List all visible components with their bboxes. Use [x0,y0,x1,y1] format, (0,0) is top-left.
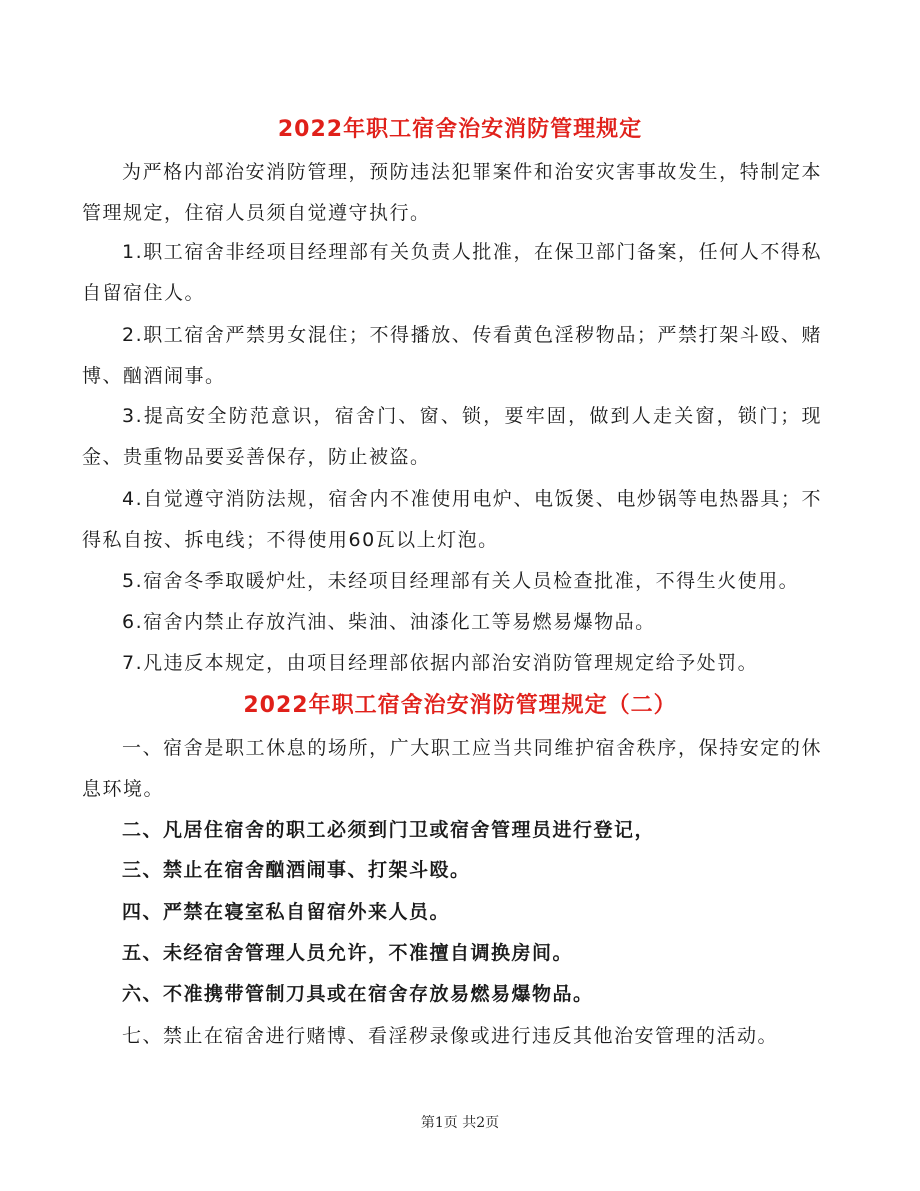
section1-item-6: 6.宿舍内禁止存放汽油、柴油、油漆化工等易燃易爆物品。 [122,611,656,633]
section2-item-3: 三、禁止在宿舍酗酒闹事、打架斗殴。 [122,859,471,881]
page-number: 第1页 共2页 [420,1115,500,1131]
section1-item-1: 1.职工宿舍非经项目经理部有关负责人批准，在保卫部门备案，任何人不得私自留宿住人。 [82,241,822,304]
section1-title: 2022年职工宿舍治安消防管理规定 [277,117,643,142]
section1-intro: 为严格内部治安消防管理，预防违法犯罪案件和治安灾害事故发生，特制定本管理规定，住宿人员须自觉遵守执行。 [82,161,822,224]
section1-item-5: 5.宿舍冬季取暖炉灶，未经项目经理部有关人员检查批准，不得生火使用。 [122,570,800,592]
section2-item-6: 六、不准携带管制刀具或在宿舍存放易燃易爆物品。 [122,983,594,1005]
section2-item-4: 四、严禁在寝室私自留宿外来人员。 [122,901,451,923]
section1-item-4: 4.自觉遵守消防法规，宿舍内不准使用电炉、电饭煲、电炒锅等电热器具；不得私自按、拆电线；不得使用60瓦以上灯泡。 [82,488,822,551]
section2-item-1: 一、宿舍是职工休息的场所，广大职工应当共同维护宿舍秩序，保持安定的休息环境。 [82,737,822,800]
section2-item-7: 七、禁止在宿舍进行赌博、看淫秽录像或进行违反其他治安管理的活动。 [122,1025,779,1047]
section1-item-2: 2.职工宿舍严禁男女混住；不得播放、传看黄色淫秽物品；严禁打架斗殴、赌博、酗酒闹事。 [82,324,822,387]
section1-item-7: 7.凡违反本规定，由项目经理部依据内部治安消防管理规定给予处罚。 [122,652,759,674]
section2-item-5: 五、未经宿舍管理人员允许，不准擅自调换房间。 [122,942,574,964]
section2-title: 2022年职工宿舍治安消防管理规定（二） [243,693,677,718]
section1-item-3: 3.提高安全防范意识，宿舍门、窗、锁，要牢固，做到人走关窗，锁门；现金、贵重物品要妥善保存，防止被盗。 [82,405,822,468]
section2-item-2: 二、凡居住宿舍的职工必须到门卫或宿舍管理员进行登记， [122,819,656,841]
